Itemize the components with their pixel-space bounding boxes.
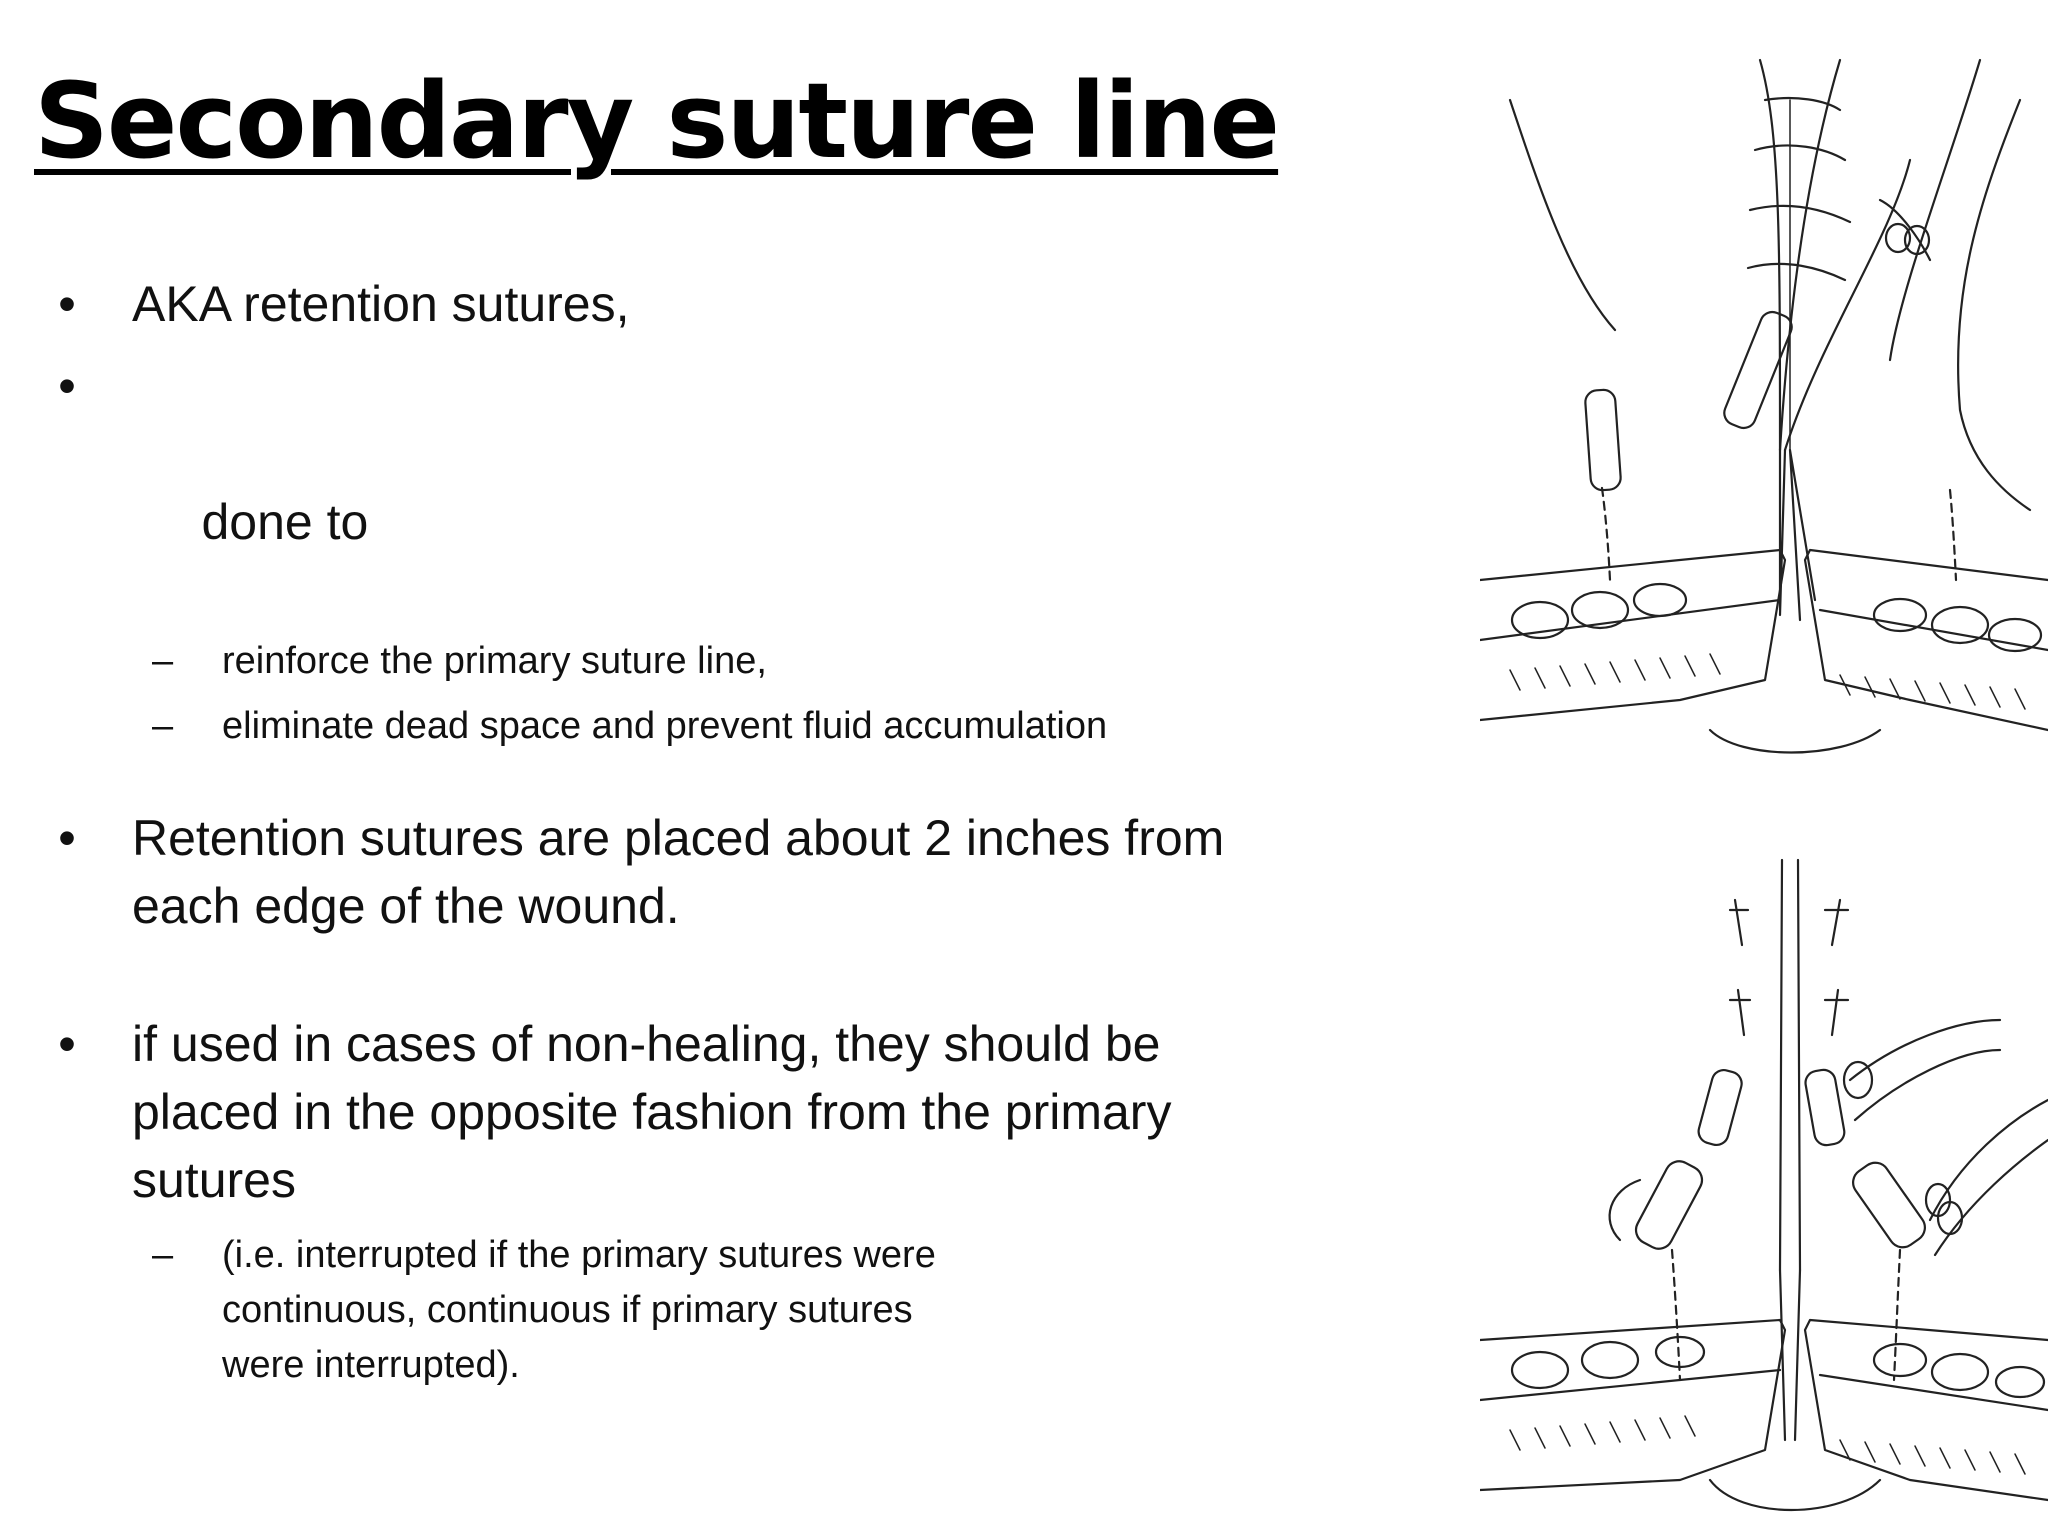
bullet-item: [52, 270, 1252, 338]
slide-title: Secondary suture line: [34, 60, 1279, 182]
sub-bullet-text: reinforce the primary suture line,: [222, 640, 767, 682]
suture-illustrations: [1480, 40, 2048, 1520]
bullet-marker: •: [58, 1016, 76, 1072]
retention-sutures-illustration-top: [1480, 60, 2048, 753]
sub-bullet-item: [52, 699, 1252, 754]
bullet-item: [52, 1010, 1252, 1214]
bullet-text: AKA retention sutures,: [132, 276, 630, 332]
bullet-text: done to: [187, 494, 369, 550]
bullet-text: Retention sutures are placed about 2 inches from each edge of the wound.: [132, 810, 1225, 934]
bullet-item: [52, 804, 1252, 940]
dash-marker: –: [152, 640, 174, 682]
suture-illustrations-svg: [1480, 40, 2048, 1520]
sub-bullet-text: (i.e. interrupted if the primary sutures were continuous, continuous if primary sutures were interrupted).: [222, 1234, 936, 1386]
bullet-item: [52, 352, 1252, 624]
sub-bullet-text: eliminate dead space and prevent fluid accumulation: [222, 705, 1108, 747]
dash-marker: –: [152, 705, 174, 747]
dash-marker: –: [152, 1234, 174, 1276]
bullet-marker: •: [58, 358, 76, 414]
bullet-list: [52, 270, 1252, 1393]
bullet-text: if used in cases of non-healing, they should be placed in the opposite fashion from the primary sutures: [132, 1016, 1172, 1208]
bullet-marker: •: [58, 810, 76, 866]
sub-bullet-item: [52, 1228, 1252, 1393]
sub-bullet-item: [52, 634, 1252, 689]
retention-sutures-illustration-bottom: [1480, 860, 2048, 1510]
bullet-marker: •: [58, 276, 76, 332]
